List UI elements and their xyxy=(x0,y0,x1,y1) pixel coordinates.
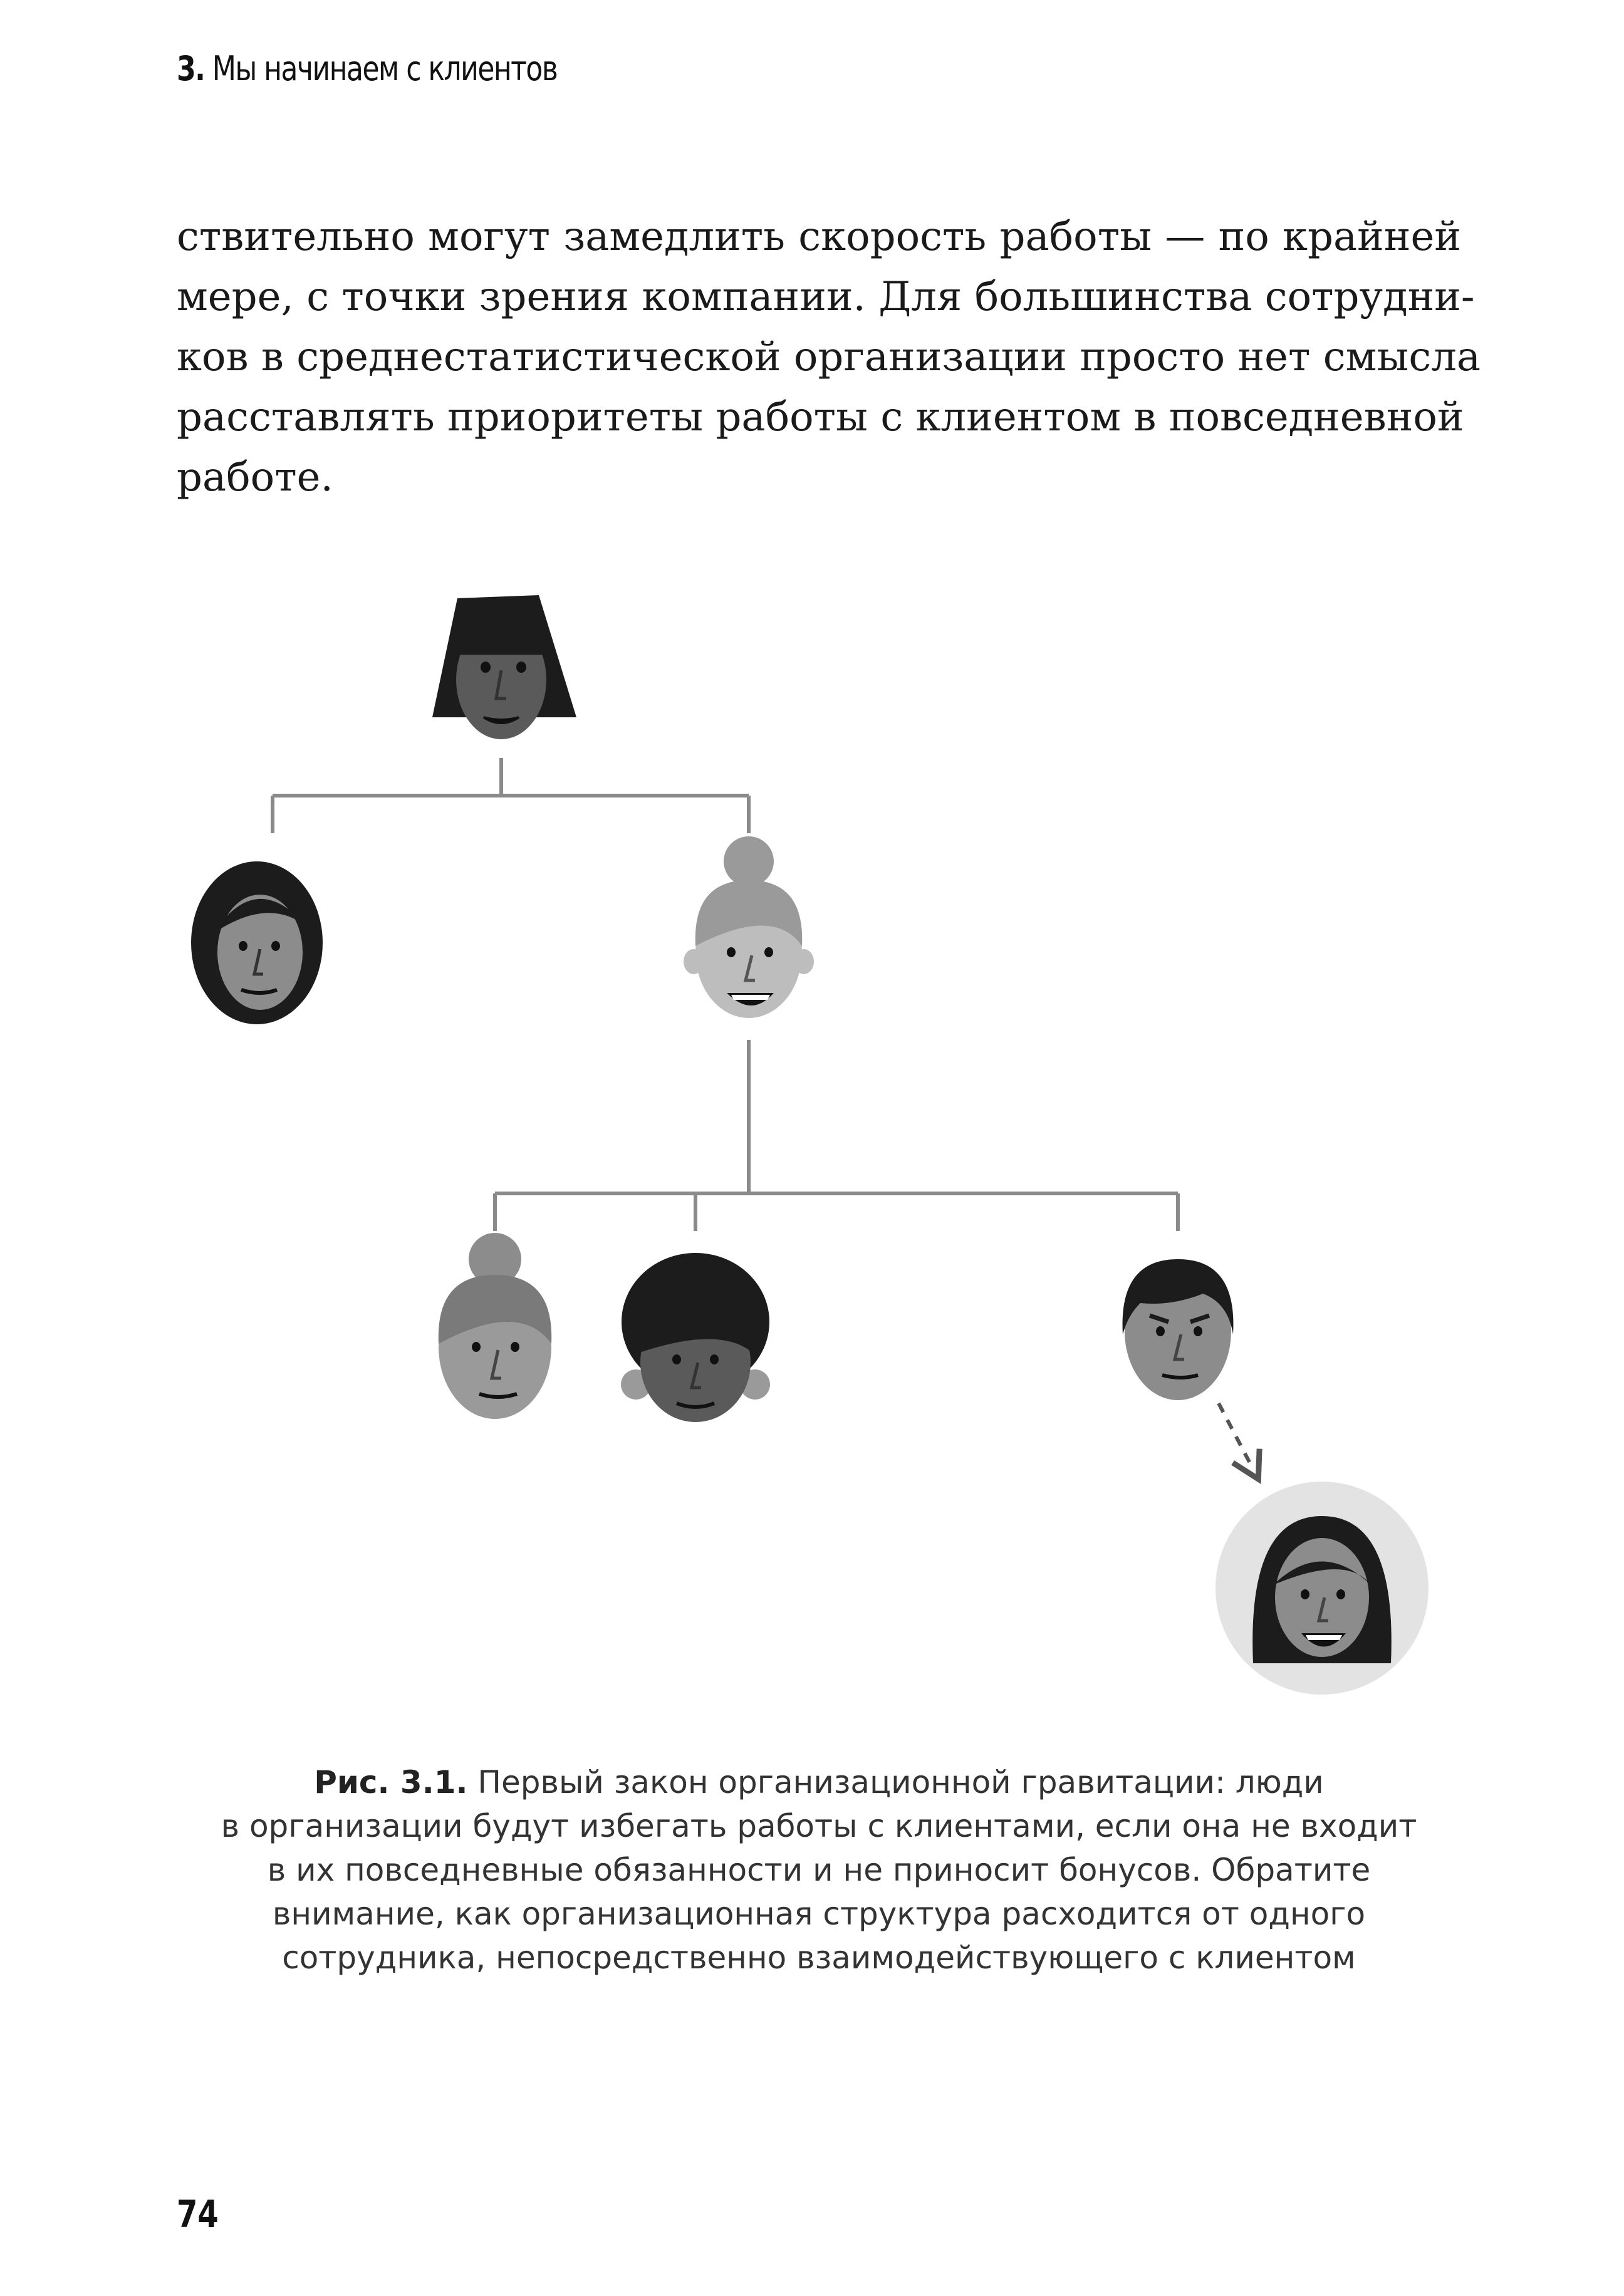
face-manager xyxy=(684,836,814,1018)
face-team-afro xyxy=(621,1253,770,1422)
body-line: расставлять приоритеты работы с клиентом в повседневной xyxy=(177,394,1464,440)
caption-line xyxy=(177,1760,1461,1804)
face-executive xyxy=(432,595,576,739)
figure-label: Рис. 3.1. xyxy=(314,1764,468,1800)
face-team-bun xyxy=(439,1233,552,1419)
caption-line: в организации будут избегать работы с клиентами, если она не входит xyxy=(221,1808,1417,1844)
body-line: работе. xyxy=(177,454,333,501)
figure-caption xyxy=(177,1760,1461,1980)
caption-line: внимание, как организационная структура расходится от одного xyxy=(272,1896,1366,1932)
chapter-number: 3. xyxy=(177,49,205,88)
face-client xyxy=(1215,1482,1429,1695)
face-level1-left xyxy=(191,861,323,1024)
body-line: ствительно могут замедлить скорость работы — по крайней xyxy=(177,214,1461,260)
caption-line-text: Первый закон организационной гравитации: люди xyxy=(477,1764,1324,1800)
page-number: 74 xyxy=(177,2193,219,2236)
body-line: мере, с точки зрения компании. Для большинства сотрудни- xyxy=(177,274,1475,320)
caption-line: в их повседневные обязанности и не приносит бонусов. Обратите xyxy=(267,1852,1371,1888)
face-frontline-employee xyxy=(1123,1259,1234,1400)
arrow-to-client xyxy=(1219,1403,1253,1469)
chapter-title: Мы начинаем с клиентов xyxy=(212,49,558,88)
body-line: ков в среднестатистической организации просто нет смысла xyxy=(177,334,1481,380)
caption-line: сотрудника, непосредственно взаимодействующего с клиентом xyxy=(282,1940,1356,1976)
